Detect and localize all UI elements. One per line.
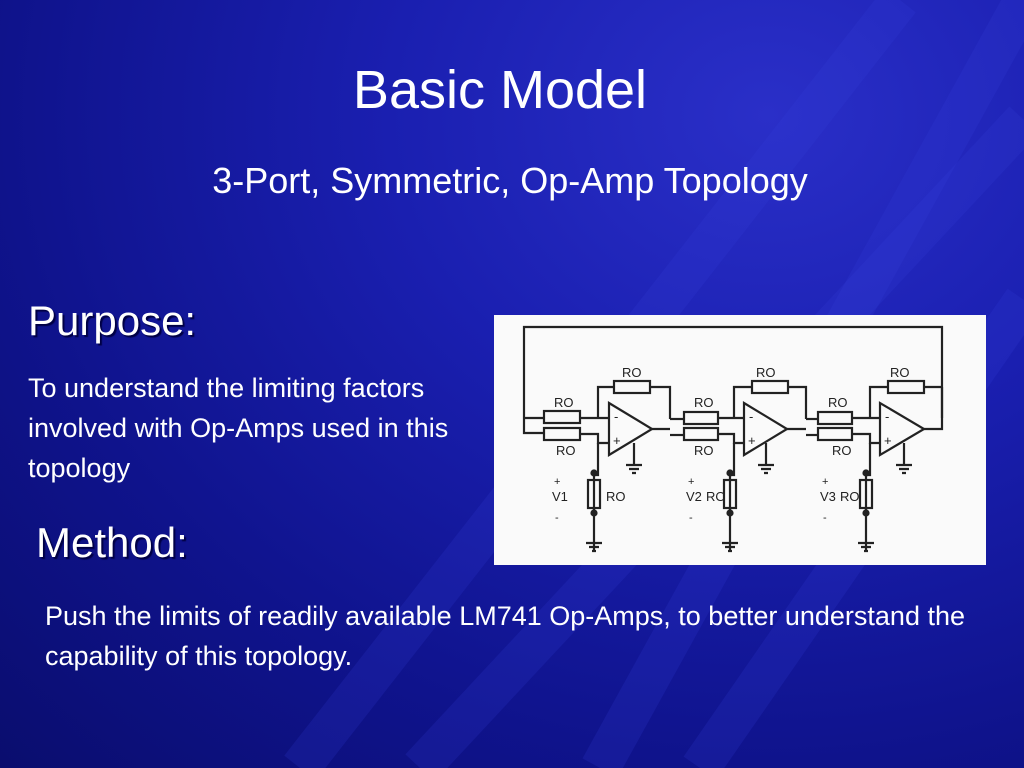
purpose-heading: Purpose:: [28, 297, 197, 344]
src2-plus: +: [688, 476, 695, 488]
opamp-2-minus: -: [749, 409, 754, 424]
purpose-text: To understand the limiting factors involved with Op-Amps used in this topology: [28, 373, 449, 483]
label-ro-2a: RO: [694, 395, 714, 410]
label-ro-src1: RO: [606, 489, 626, 504]
opamp-2-plus: +: [748, 433, 756, 448]
resistor-1-bottom: [544, 428, 580, 440]
opamp-1-minus: -: [614, 409, 619, 424]
label-ro-src3: RO: [840, 489, 860, 504]
label-ro-1a: RO: [554, 395, 574, 410]
label-v3: V3: [820, 489, 836, 504]
opamp-3-minus: -: [885, 409, 890, 424]
method-heading: Method:: [36, 519, 188, 566]
label-ro-3b: RO: [832, 443, 852, 458]
circuit-diagram: [494, 315, 986, 565]
circuit-schematic: [494, 315, 986, 565]
src3-plus: +: [822, 476, 829, 488]
slide-title: Basic Model: [352, 60, 648, 120]
opamp-3-plus: +: [884, 433, 892, 448]
label-ro-3c: RO: [890, 365, 910, 380]
label-v1: V1: [552, 489, 568, 504]
src2-minus: -: [689, 512, 693, 524]
label-ro-1b: RO: [556, 443, 576, 458]
src3-minus: -: [823, 512, 827, 524]
label-ro-src2: RO: [706, 489, 726, 504]
label-ro-2c: RO: [756, 365, 776, 380]
label-ro-1c: RO: [622, 365, 642, 380]
resistor-1-top: [544, 411, 580, 423]
opamp-1-plus: +: [613, 433, 621, 448]
label-v2: V2: [686, 489, 702, 504]
src1-minus: -: [555, 512, 559, 524]
method-text: Push the limits of readily available LM741 Op-Amps, to better understand the capability of this topology.: [45, 601, 965, 671]
slide-subtitle: 3-Port, Symmetric, Op-Amp Topology: [212, 160, 808, 201]
label-ro-2b: RO: [694, 443, 714, 458]
src1-plus: +: [554, 476, 561, 488]
label-ro-3a: RO: [828, 395, 848, 410]
